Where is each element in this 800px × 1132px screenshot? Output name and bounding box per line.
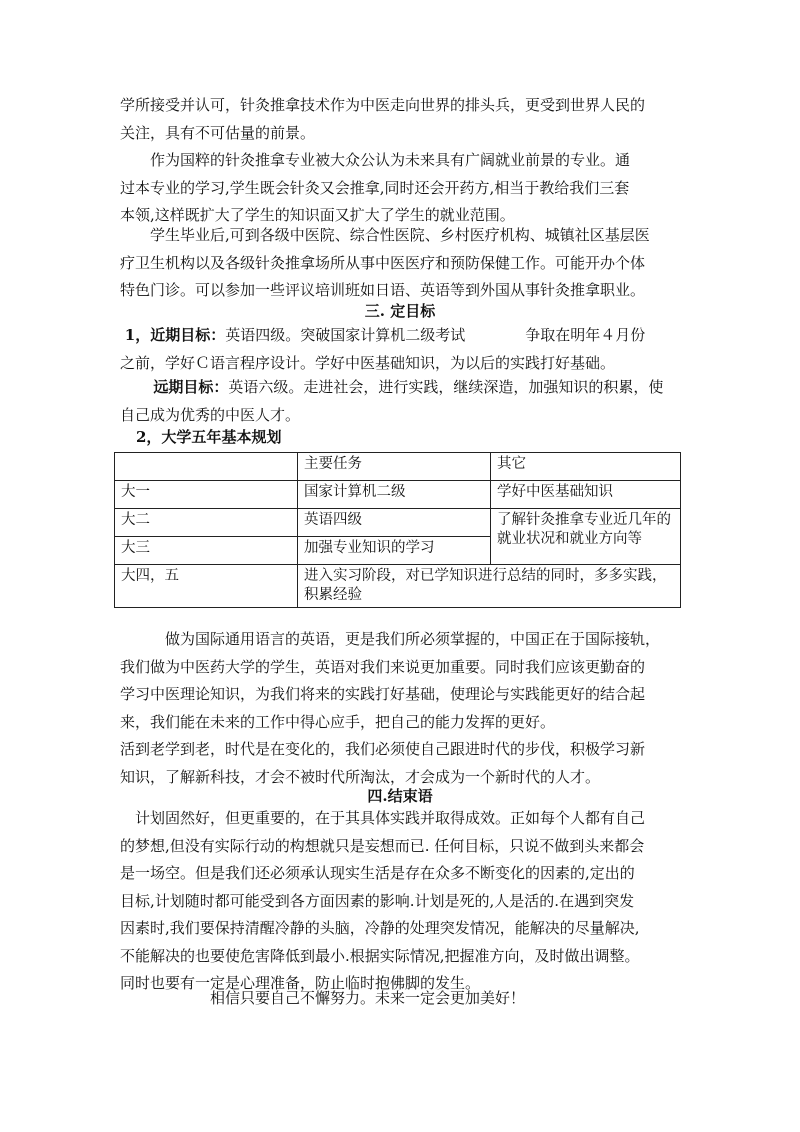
text-line: 因素时,我们要保持清醒冷静的头脑，冷静的处理突发情况，能解决的尽量解决,	[120, 919, 640, 937]
text-line: 计划固然好，但更重要的，在于其具体实践并取得成效。正如每个人都有自己	[120, 809, 646, 827]
jobs-paragraph	[120, 222, 680, 305]
text-line: 不能解决的也要使危害降低到最小.根据实际情况,把握准方向，及时做出调整。	[120, 946, 640, 965]
text-line: 的梦想,但没有实际行动的构想就只是妄想而已. 任何目标，只说不做到头来都会	[120, 836, 645, 855]
career-paragraph	[120, 147, 680, 230]
text-line: 是一场空。但是我们还必须承认现实生活是存在众多不断变化的因素的,定出的	[120, 864, 635, 882]
text-line: 学生毕业后,可到各级中医院、综合性医院、乡村医疗机构、城镇社区基层医	[120, 226, 650, 244]
table-header-cell: 其它	[491, 453, 681, 481]
task-cell: 进入实习阶段，对已学知识进行总结的同时，多多实践，积累经验	[298, 565, 681, 608]
near-goal-label: 1，近期目标：	[124, 326, 226, 344]
text-line: 相信只要自己不懈努力。未来一定会更加美好！	[120, 989, 526, 1007]
goals-far	[120, 374, 680, 429]
text-line: 我们做为中医药大学的学生，英语对我们来说更加重要。同时我们应该更勤奋的	[120, 657, 646, 676]
task-cell: 英语四级	[298, 509, 491, 537]
table-row	[115, 481, 681, 509]
text-line: 活到老学到老，时代是在变化的，我们必须使自己跟进时代的步伐，积极学习新	[120, 740, 646, 758]
plan-heading: 2，大学五年基本规划	[136, 428, 282, 446]
english-paragraph	[120, 626, 680, 791]
text-line: 疗卫生机构以及各级针灸推拿场所从事中医医疗和预防保健工作。可能开办个体	[120, 253, 646, 272]
closing-line	[120, 985, 680, 1013]
text-line: 之前，学好Ｃ语言程序设计。学好中医基础知识，为以后的实践打好基础。	[120, 353, 616, 372]
far-goal-label: 远期目标：	[153, 378, 229, 396]
text-line: 目标,计划随时都可能受到各方面因素的影响.计划是死的,人是活的.在遇到突发	[120, 891, 635, 910]
other-cell: 学好中医基础知识	[491, 481, 681, 509]
text-line: 学习中医理论知识，为我们将来的实践打好基础，使理论与实践能更好的结合起	[120, 685, 646, 703]
five-year-plan-table	[114, 452, 681, 608]
year-cell: 大四，五	[115, 565, 298, 608]
merged-other-cell: 了解针灸推拿专业近几年的就业状况和就业方向等	[491, 509, 681, 565]
text-line	[120, 322, 680, 350]
text-line: 学所接受并认可，针灸推拿技术作为中医走向世界的排头兵，更受到世界人民的	[120, 96, 646, 114]
text-line: 来，我们能在未来的工作中得心应手，把自己的能力发挥的更好。	[120, 712, 556, 731]
task-cell: 加强专业知识的学习	[298, 537, 491, 565]
text-line	[120, 374, 680, 402]
table-header-cell	[115, 453, 298, 481]
text-line: 作为国粹的针灸推拿专业被大众公认为未来具有广阔就业前景的专业。通	[120, 151, 631, 169]
task-cell: 国家计算机二级	[298, 481, 491, 509]
year-cell: 大二	[115, 509, 298, 537]
text-line: 关注，具有不可估量的前景。	[120, 123, 316, 142]
conclusion-paragraph	[120, 805, 680, 998]
text-line: 过本专业的学习,学生既会针灸又会推拿,同时还会开药方,相当于教给我们三套	[120, 178, 630, 197]
text-line: 特色门诊。可以参加一些评议培训班如日语、英语等到外国从事针灸推拿职业。	[120, 281, 646, 299]
intro-paragraph	[120, 92, 680, 147]
table-header-row	[115, 453, 681, 481]
near-goal-text: 英语四级。突破国家计算机二级考试 争取在明年４月份	[225, 326, 646, 344]
table-row	[115, 565, 681, 608]
text-line: 本领,这样既扩大了学生的知识面又扩大了学生的就业范围。	[120, 206, 515, 224]
year-cell: 大一	[115, 481, 298, 509]
text-line: 同时也要有一定是心理准备，防止临时抱佛脚的发生。	[120, 974, 481, 992]
far-goal-text: 英语六级。走进社会，进行实践，继续深造，加强知识的积累，使	[228, 378, 664, 396]
text-line: 自己成为优秀的中医人才。	[120, 405, 301, 424]
section-four-heading: 四.结束语	[367, 787, 433, 805]
section-three-heading: 三. 定目标	[364, 302, 436, 320]
year-cell: 大三	[115, 537, 298, 565]
text-line: 做为国际通用语言的英语，更是我们所必须掌握的，中国正在于国际接轨，	[120, 630, 661, 648]
text-line: 知识，了解新科技，才会不被时代所淘汰，才会成为一个新时代的人才。	[120, 767, 601, 786]
table-row	[115, 509, 681, 537]
goals-near	[120, 322, 680, 377]
table-header-cell: 主要任务	[298, 453, 491, 481]
